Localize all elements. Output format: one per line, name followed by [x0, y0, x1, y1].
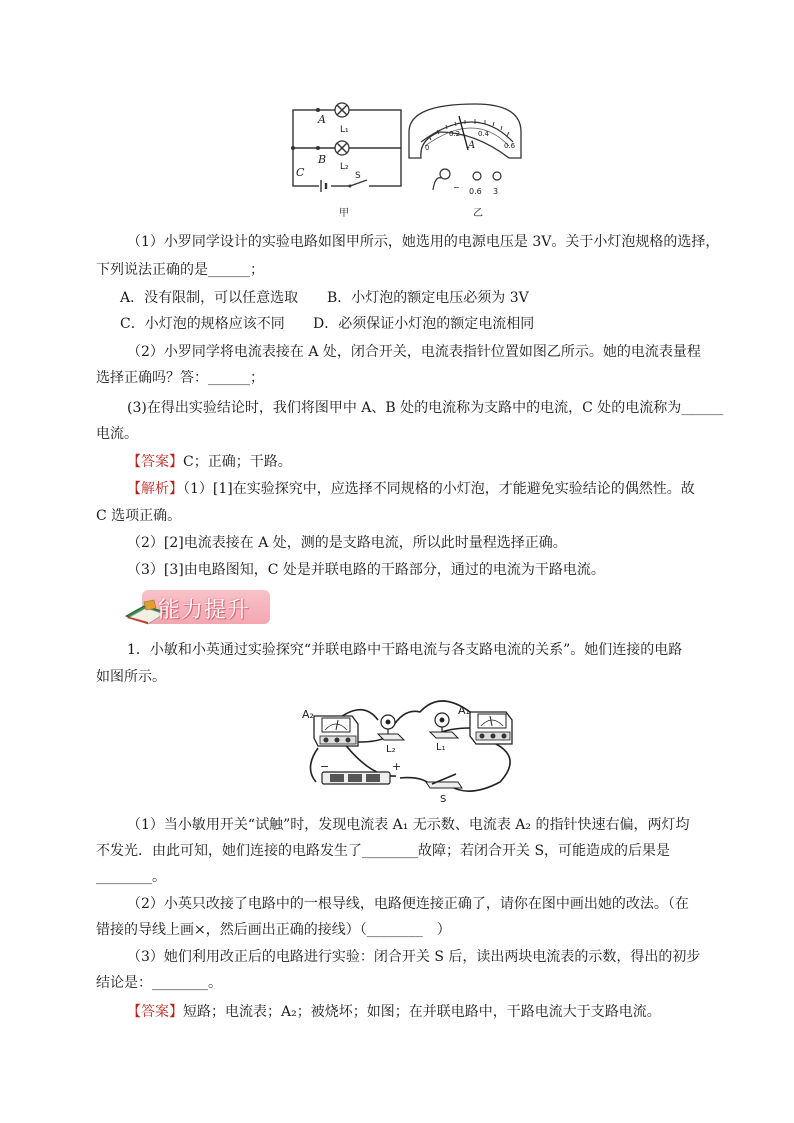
circuit-diagram-jia: [291, 103, 401, 219]
analysis-text: （1）[1]在实验探究中，应选择不同规格的小灯泡，才能避免实验结论的偶然性。故: [183, 481, 695, 497]
section-banner: [124, 588, 270, 626]
q1-line2: 下列说法正确的是______；: [96, 262, 264, 278]
q1-option-d: D．必须保证小灯泡的额定电流相同: [313, 316, 535, 332]
terminal-3-icon: [493, 172, 501, 180]
svg-text:+: +: [392, 760, 402, 773]
switch-s-icon: [426, 774, 462, 788]
svg-text:L₂: L₂: [340, 162, 349, 172]
q3-line1: (3)在得出实验结论时，我们将图甲中 A、B 处的电流称为支路中的电流，C 处的电流称为______: [127, 400, 724, 416]
problem2-part1-line2: 不发光．由此可知，她们连接的电路发生了________故障；若闭合开关 S，可能造成的后果是: [96, 843, 671, 859]
problem2-part3-line2: 结论是：________。: [96, 975, 222, 991]
svg-text:C: C: [296, 166, 305, 179]
svg-text:A: A: [318, 113, 326, 126]
ammeter-dial-yi: [409, 104, 521, 219]
q1-option-a: A．没有限制，可以任意选取: [120, 290, 299, 306]
answer-text: C；正确；干路。: [183, 454, 292, 470]
svg-text:乙: 乙: [473, 208, 483, 219]
svg-text:0.2: 0.2: [449, 130, 461, 138]
svg-text:0.4: 0.4: [478, 130, 490, 138]
banner-title: 能力提升: [158, 598, 251, 623]
problem2-intro1: 1．小敏和小英通过实验探究“并联电路中干路电流与各支路电流的关系”。她们连接的电路: [127, 642, 683, 658]
figure-physical-circuit: [300, 698, 522, 806]
analysis-line3: （2）[2]电流表接在 A 处，测的是支路电流，所以此时量程选择正确。: [127, 535, 567, 551]
svg-text:−: −: [320, 760, 330, 773]
lamp-l1-holder-icon: [430, 713, 458, 738]
q2-line2: 选择正确吗？答：______；: [96, 370, 264, 386]
svg-text:L₂: L₂: [386, 744, 396, 755]
svg-text:0: 0: [425, 144, 430, 152]
svg-text:A: A: [468, 140, 476, 151]
problem2-part1-line3: ________。: [96, 869, 166, 885]
analysis-line2: C 选项正确。: [96, 508, 182, 524]
problem2-part3-line1: （3）她们利用改正后的电路进行实验：闭合开关 S 后，读出两块电流表的示数，得出的初步: [127, 949, 701, 965]
ammeter-a2-icon: [314, 716, 358, 746]
svg-text:L₁: L₁: [340, 125, 349, 135]
problem2-part2-line1: （2）小英只改接了电路中的一根导线，电路便连接正确了，请你在图中画出她的改法。（在: [127, 896, 689, 912]
svg-text:S: S: [355, 171, 361, 181]
svg-text:S: S: [440, 794, 447, 805]
problem2-part2-line2: 错接的导线上画×，然后画出正确的接线）（________ ）: [96, 922, 451, 938]
svg-text:B: B: [318, 153, 327, 166]
figure-circuit-and-ammeter: [285, 98, 525, 223]
analysis-tag: 【解析】: [127, 481, 183, 497]
problem2-part1-line1: （1）当小敏用开关“试触”时，发现电流表 A₁ 无示数、电流表 A₂ 的指针快速右偏，两灯均: [127, 817, 690, 833]
svg-text:A₁: A₁: [458, 704, 470, 717]
svg-text:0.6: 0.6: [469, 187, 482, 196]
terminal-0.6-icon: [473, 172, 481, 180]
answer-text: 短路；电流表；A₂；被烧坏；如图；在并联电路中，干路电流大于支路电流。: [183, 1004, 661, 1020]
svg-text:0.6: 0.6: [504, 142, 516, 150]
ammeter-a1-icon: [470, 712, 512, 744]
q1-option-c: C．小灯泡的规格应该不同: [120, 316, 285, 332]
svg-text:L₁: L₁: [436, 742, 446, 753]
analysis-line4: （3）[3]由电路图知，C 处是并联电路的干路部分，通过的电流为干路电流。: [127, 562, 605, 578]
analysis-line1: [127, 479, 727, 499]
q1-line1: （1）小罗同学设计的实验电路如图甲所示，她选用的电源电压是 3V。关于小灯泡规格的选择，: [127, 234, 720, 250]
svg-text:A₂: A₂: [302, 708, 314, 721]
q2-line1: （2）小罗同学将电流表接在 A 处，闭合开关，电流表指针位置如图乙所示。她的电流表量程: [127, 344, 701, 360]
q3-line2: 电流。: [96, 426, 138, 442]
svg-text:甲: 甲: [339, 208, 349, 219]
svg-text:−: −: [453, 183, 460, 192]
answer-tag: 【答案】: [127, 454, 183, 470]
problem2-answer: [127, 1002, 727, 1022]
answer-1: [127, 452, 727, 472]
q1-option-b: B．小灯泡的额定电压必须为 3V: [327, 290, 529, 306]
problem2-intro2: 如图所示。: [96, 669, 166, 685]
answer-tag: 【答案】: [127, 1004, 183, 1020]
svg-text:3: 3: [493, 187, 499, 196]
terminal-negative-icon: [440, 169, 450, 179]
battery-pack-icon: [322, 772, 390, 784]
